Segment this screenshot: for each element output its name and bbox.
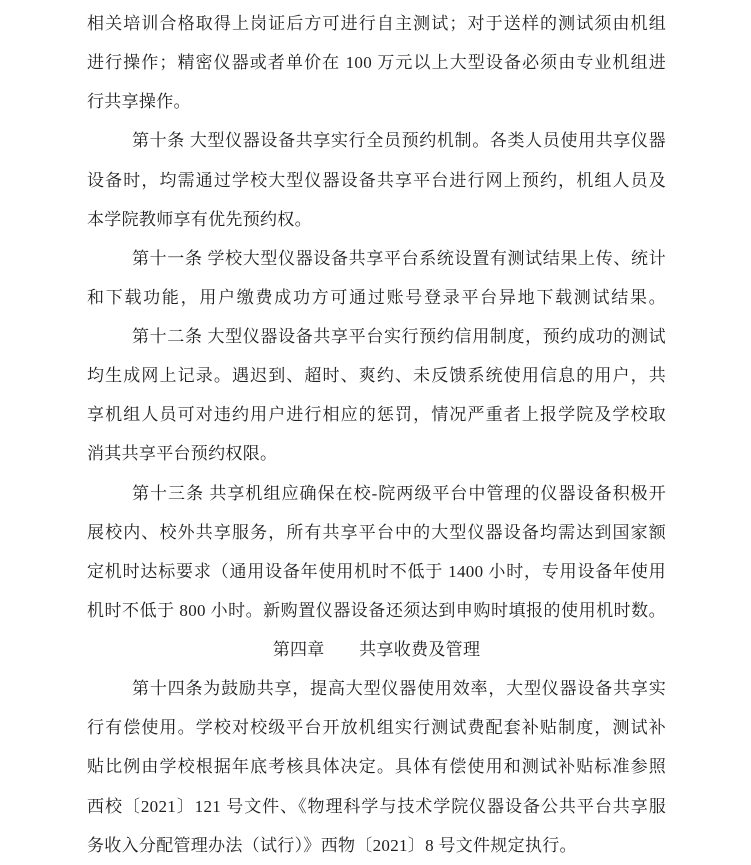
paragraph-article-12 [87, 317, 666, 474]
text-line: 进行操作；精密仪器或者单价在 100 万元以上大型设备必须由专业机组进 [87, 53, 666, 73]
text-line: 和下载功能，用户缴费成功方可通过账号登录平台异地下载测试结果。 [87, 287, 666, 307]
paragraph-article-14 [87, 669, 666, 865]
text-line: 贴比例由学校根据年底考核具体决定。具体有偿使用和测试补贴标准参照 [87, 757, 666, 777]
text-line: 第十二条 大型仪器设备共享平台实行预约信用制度，预约成功的测试 [132, 327, 666, 346]
text-line: 均生成网上记录。遇迟到、超时、爽约、未反馈系统使用信息的用户，共 [87, 366, 666, 386]
text-line: 相关培训合格取得上岗证后方可进行自主测试；对于送样的测试须由机组 [87, 14, 666, 33]
text-line: 第十三条 共享机组应确保在校-院两级平台中管理的仪器设备积极开 [132, 483, 666, 503]
text-line: 第十条 大型仪器设备共享实行全员预约机制。各类人员使用共享仪器 [132, 131, 666, 151]
text-line: 第十一条 学校大型仪器设备共享平台系统设置有测试结果上传、统计 [132, 248, 666, 268]
text-line: 行共享操作。 [87, 92, 191, 112]
chapter-heading: 第四章 共享收费及管理 [272, 640, 481, 659]
text-line: 西校〔2021〕121 号文件、《物理科学与技术学院仪器设备公共平台共享服 [87, 796, 666, 816]
text-line: 行有偿使用。学校对校级平台开放机组实行测试费配套补贴制度，测试补 [87, 718, 666, 738]
text-line: 本学院教师享有优先预约权。 [87, 209, 312, 229]
text-line: 机时不低于 800 小时。新购置仪器设备还须达到申购时填报的使用机时数。 [87, 600, 666, 620]
text-line: 定机时达标要求（通用设备年使用机时不低于 1400 小时，专用设备年使用 [87, 561, 666, 581]
text-line: 享机组人员可对违约用户进行相应的惩罚，情况严重者上报学院及学校取 [87, 405, 666, 425]
text-line: 设备时，均需通过学校大型仪器设备共享平台进行网上预约，机组人员及 [87, 170, 666, 190]
paragraph-article-10 [87, 121, 666, 238]
text-line: 展校内、校外共享服务，所有共享平台中的大型仪器设备均需达到国家额 [87, 522, 666, 542]
text-line: 务收入分配管理办法（试行）》西物〔2021〕8 号文件规定执行。 [87, 835, 577, 855]
text-line: 消其共享平台预约权限。 [87, 444, 278, 464]
text-line: 第十四条为鼓励共享，提高大型仪器使用效率，大型仪器设备共享实 [132, 679, 666, 699]
paragraph-body-continuation [87, 4, 666, 121]
chapter-heading-section [87, 630, 666, 669]
paragraph-article-11 [87, 239, 666, 317]
paragraph-article-13 [87, 474, 666, 631]
